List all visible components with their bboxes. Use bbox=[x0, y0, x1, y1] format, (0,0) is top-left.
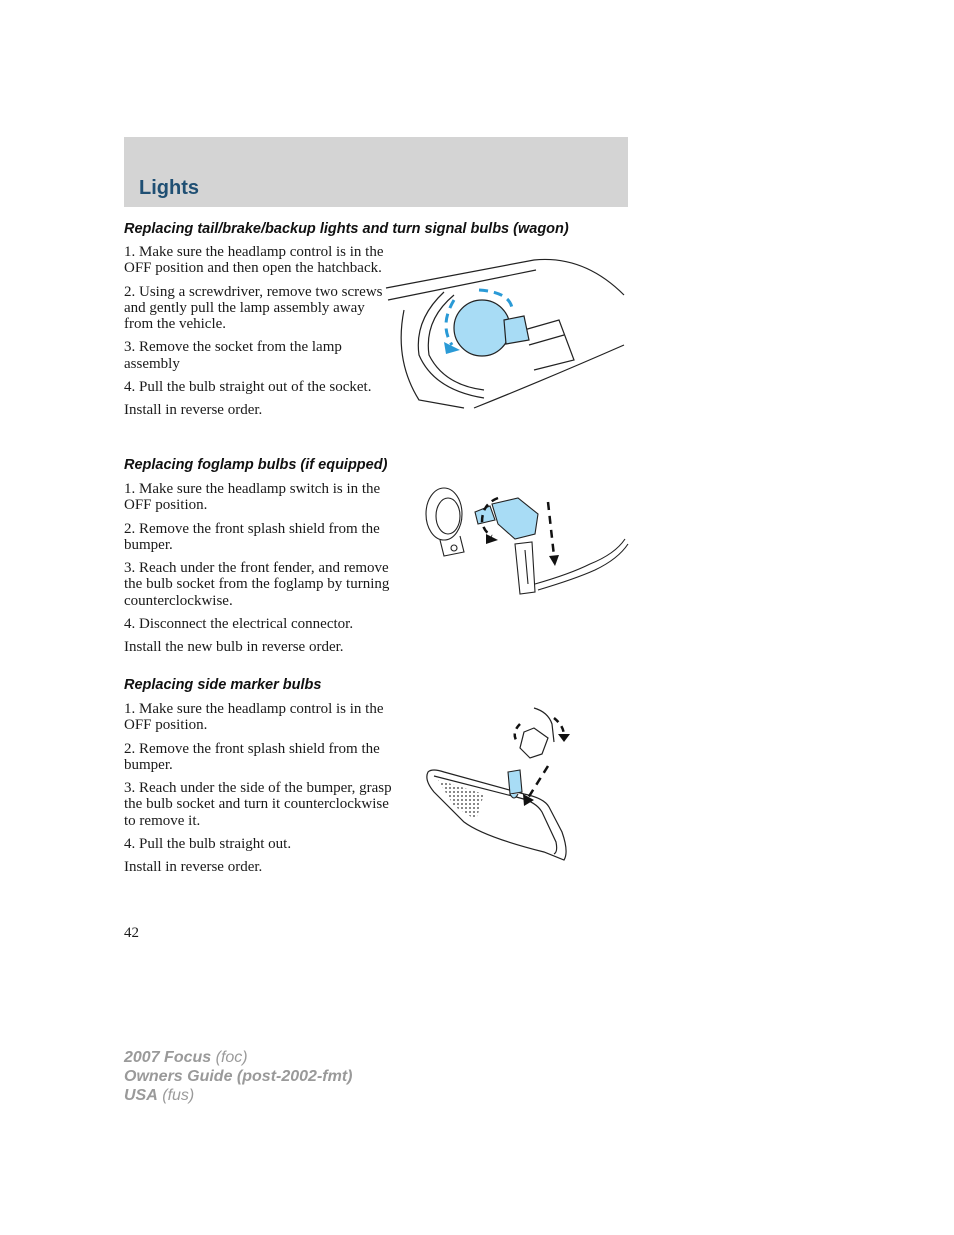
foglamp-bulb-illustration bbox=[420, 484, 630, 600]
footer-line-market bbox=[124, 1086, 352, 1105]
step-item: Install in reverse order. bbox=[124, 859, 263, 876]
step-item: 3. Reach under the side of the bumper, grasp the bulb socket and turn it counterclockwise to remove it. bbox=[124, 780, 392, 829]
tail-lamp-socket-illustration bbox=[384, 250, 628, 412]
section-heading-wagon-tail-lights: Replacing tail/brake/backup lights and turn signal bulbs (wagon) bbox=[124, 221, 569, 237]
section-heading-side-marker: Replacing side marker bulbs bbox=[124, 677, 322, 693]
step-item: 4. Pull the bulb straight out of the socket. bbox=[124, 379, 372, 396]
section-header-band bbox=[124, 137, 628, 207]
step-item: 2. Remove the front splash shield from the bumper. bbox=[124, 520, 380, 553]
step-item: 3. Reach under the front fender, and remove the bulb socket from the foglamp by turning counterclockwise. bbox=[124, 560, 390, 609]
footer-guide: Owners Guide (post-2002-fmt) bbox=[124, 1068, 353, 1085]
step-item: 2. Remove the front splash shield from the bumper. bbox=[124, 740, 380, 773]
footer-line-model bbox=[124, 1048, 352, 1067]
step-item: Install in reverse order. bbox=[124, 402, 263, 419]
step-item: 1. Make sure the headlamp control is in the OFF position. bbox=[124, 701, 384, 734]
footer-line-guide bbox=[124, 1067, 352, 1086]
page-title: Lights bbox=[139, 177, 199, 199]
step-item: 1. Make sure the headlamp switch is in the OFF position. bbox=[124, 481, 381, 514]
footer-model: 2007 Focus bbox=[124, 1049, 212, 1066]
section-heading-foglamp: Replacing foglamp bulbs (if equipped) bbox=[124, 457, 388, 473]
step-item: 1. Make sure the headlamp control is in the OFF position and then open the hatchback. bbox=[124, 244, 384, 277]
step-item: 3. Remove the socket from the lamp assembly bbox=[124, 339, 342, 372]
step-item: 4. Disconnect the electrical connector. bbox=[124, 616, 354, 633]
step-item: Install the new bulb in reverse order. bbox=[124, 639, 344, 656]
steps-list-foglamp bbox=[124, 481, 394, 663]
step-item: 4. Pull the bulb straight out. bbox=[124, 836, 292, 853]
step-item: 2. Using a screwdriver, remove two screws and gently pull the lamp assembly away from the vehicle. bbox=[124, 283, 383, 333]
page-number: 42 bbox=[124, 925, 139, 941]
footer-market-code: (fus) bbox=[162, 1087, 195, 1104]
footer-market: USA bbox=[124, 1087, 158, 1104]
document-footer bbox=[124, 1048, 352, 1105]
footer-model-code: (foc) bbox=[215, 1049, 248, 1066]
side-marker-bulb-illustration bbox=[424, 702, 570, 864]
steps-list-wagon bbox=[124, 244, 394, 426]
steps-list-side-marker bbox=[124, 701, 394, 883]
